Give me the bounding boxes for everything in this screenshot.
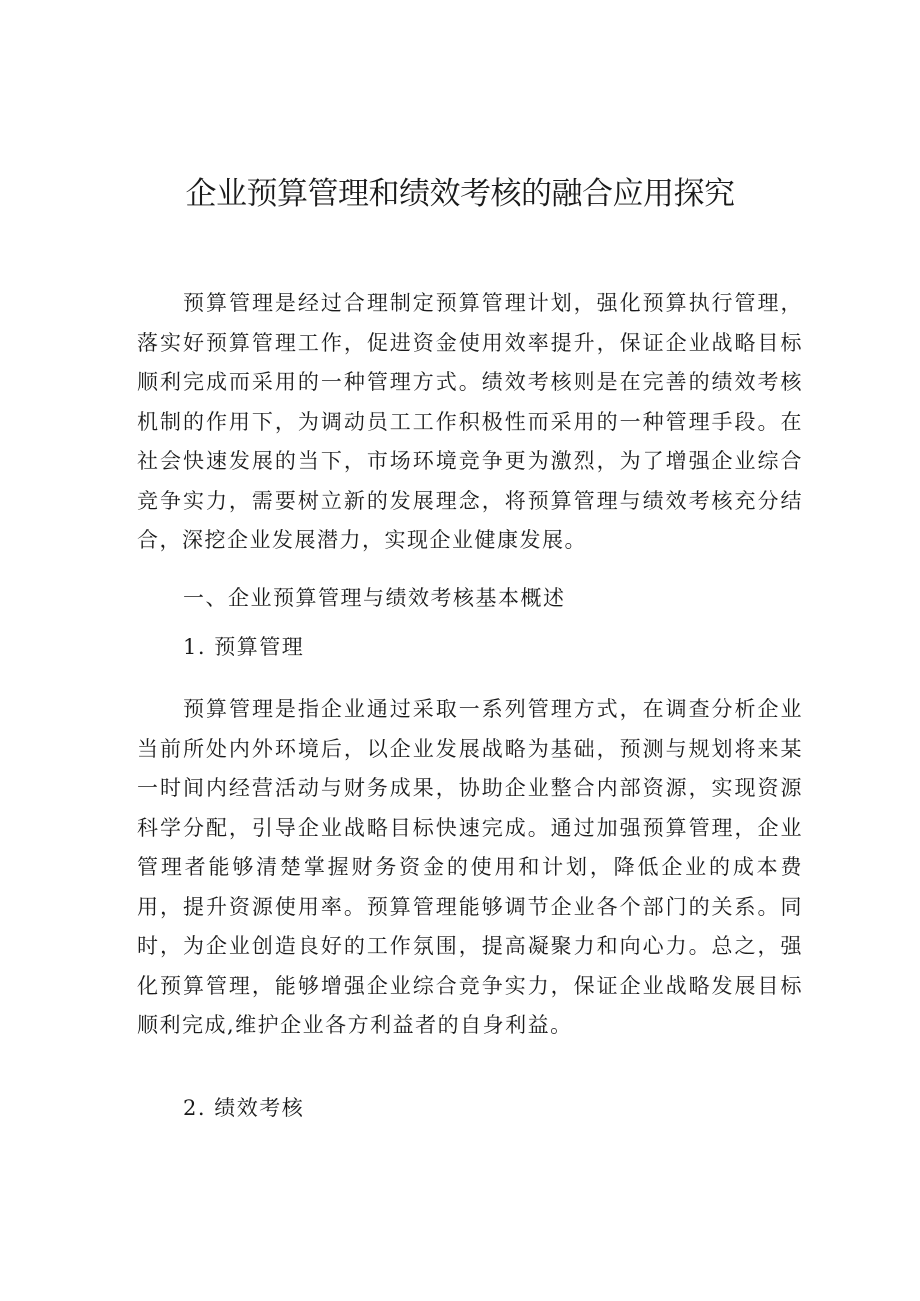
budget-management-paragraph: 预算管理是指企业通过采取一系列管理方式，在调查分析企业当前所处内外环境后，以企业发展战略为基础，预测与规划将来某一时间内经营活动与财务成果，协助企业整合内部资源，实现资源科学分配，引导企业战略目标快速完成。通过加强预算管理，企业管理者能够清楚掌握财务资金的使用和计划，降低企业的成本费用，提升资源使用率。预算管理能够调节企业各个部门的关系。同时，为企业创造良好的工作氛围，提高凝聚力和向心力。总之，强化预算管理，能够增强企业综合竞争实力，保证企业战略发展目标顺利完成,维护企业各方利益者的自身利益。 bbox=[137, 697, 803, 1037]
intro-paragraph: 预算管理是经过合理制定预算管理计划，强化预算执行管理，落实好预算管理工作，促进资金使用效率提升，保证企业战略目标顺利完成而采用的一种管理方式。绩效考核则是在完善的绩效考核机制的作用下，为调动员工工作积极性而采用的一种管理手段。在社会快速发展的当下，市场环境竞争更为激烈，为了增强企业综合竞争实力，需要树立新的发展理念，将预算管理与绩效考核充分结合，深挖企业发展潜力，实现企业健康发展。 bbox=[137, 291, 803, 552]
subsection-heading-performance: 2. 绩效考核 bbox=[183, 1096, 305, 1120]
document-title: 企业预算管理和绩效考核的融合应用探究 bbox=[185, 176, 735, 212]
subsection-heading-budget: 1. 预算管理 bbox=[183, 635, 305, 659]
section-heading: 一、企业预算管理与绩效考核基本概述 bbox=[183, 586, 566, 610]
